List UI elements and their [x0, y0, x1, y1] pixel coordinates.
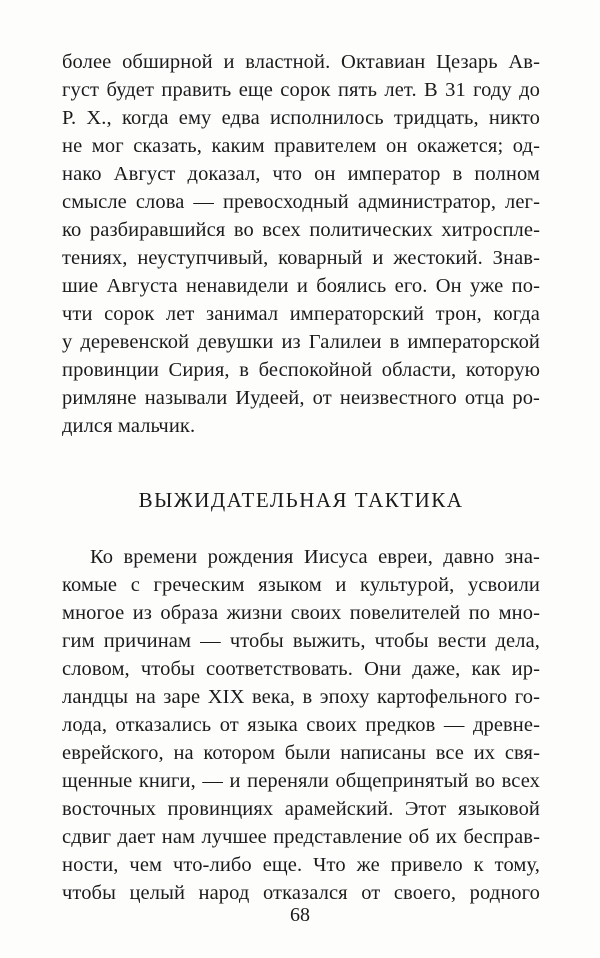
text-column	[62, 48, 540, 907]
text-line: более обширной и властной. Октавиан Цезарь Ав-	[62, 51, 540, 73]
text-line: чтобы целый народ отказался от своего, родного	[62, 882, 540, 904]
text-line: еврейского, на котором были написаны все их свя-	[62, 742, 540, 764]
text-line: Р. Х., когда ему едва исполнилось тридцать, никто	[62, 107, 540, 129]
text-line: нако Август доказал, что он император в полном	[62, 163, 540, 185]
paragraph-body	[62, 543, 540, 907]
text-line: словом, чтобы соответствовать. Они даже, как ир-	[62, 658, 540, 680]
text-line: многое из образа жизни своих повелителей по мно-	[62, 602, 540, 624]
text-line: густ будет править еще сорок пять лет. В 31 году до	[62, 79, 540, 101]
text-line: ности, чем что-либо еще. Что же привело к тому,	[62, 854, 540, 876]
text-line: ко разбиравшийся во всех политических хитроспле-	[62, 219, 540, 241]
text-line: у деревенской девушки из Галилеи в императорской	[62, 331, 540, 353]
text-line: гим причинам — чтобы выжить, чтобы вести дела,	[62, 630, 540, 652]
text-line: тениях, неуступчивый, коварный и жестокий. Знав-	[62, 247, 540, 269]
text-line: провинции Сирия, в беспокойной области, которую	[62, 359, 540, 381]
text-line: ландцы на заре XIX века, в эпоху картофельного го-	[62, 686, 540, 708]
paragraph-continuation	[62, 48, 540, 440]
text-line: комые с греческим языком и культурой, усвоили	[62, 574, 540, 596]
text-line: сдвиг дает нам лучшее представление об их бесправ-	[62, 826, 540, 848]
text-line: дился мальчик.	[62, 415, 196, 437]
text-line: смысле слова — превосходный администратор, лег-	[62, 191, 540, 213]
section-heading: ВЫЖИДАТЕЛЬНАЯ ТАКТИКА	[138, 488, 464, 512]
page-number: 68	[290, 904, 310, 926]
text-line: Ко времени рождения Иисуса евреи, давно зна-	[90, 546, 540, 568]
text-line: римляне называли Иудеей, от неизвестного отца ро-	[62, 387, 540, 409]
text-line: не мог сказать, каким правителем он окажется; од-	[62, 135, 540, 157]
text-line: щенные книги, — и переняли общепринятый во всех	[62, 770, 540, 792]
text-line: шие Августа ненавидели и боялись его. Он уже по-	[62, 275, 540, 297]
text-line: восточных провинциях арамейский. Этот языковой	[62, 798, 540, 820]
text-line: лода, отказались от языка своих предков — древне-	[62, 714, 540, 736]
text-line: чти сорок лет занимал императорский трон, когда	[62, 303, 540, 325]
